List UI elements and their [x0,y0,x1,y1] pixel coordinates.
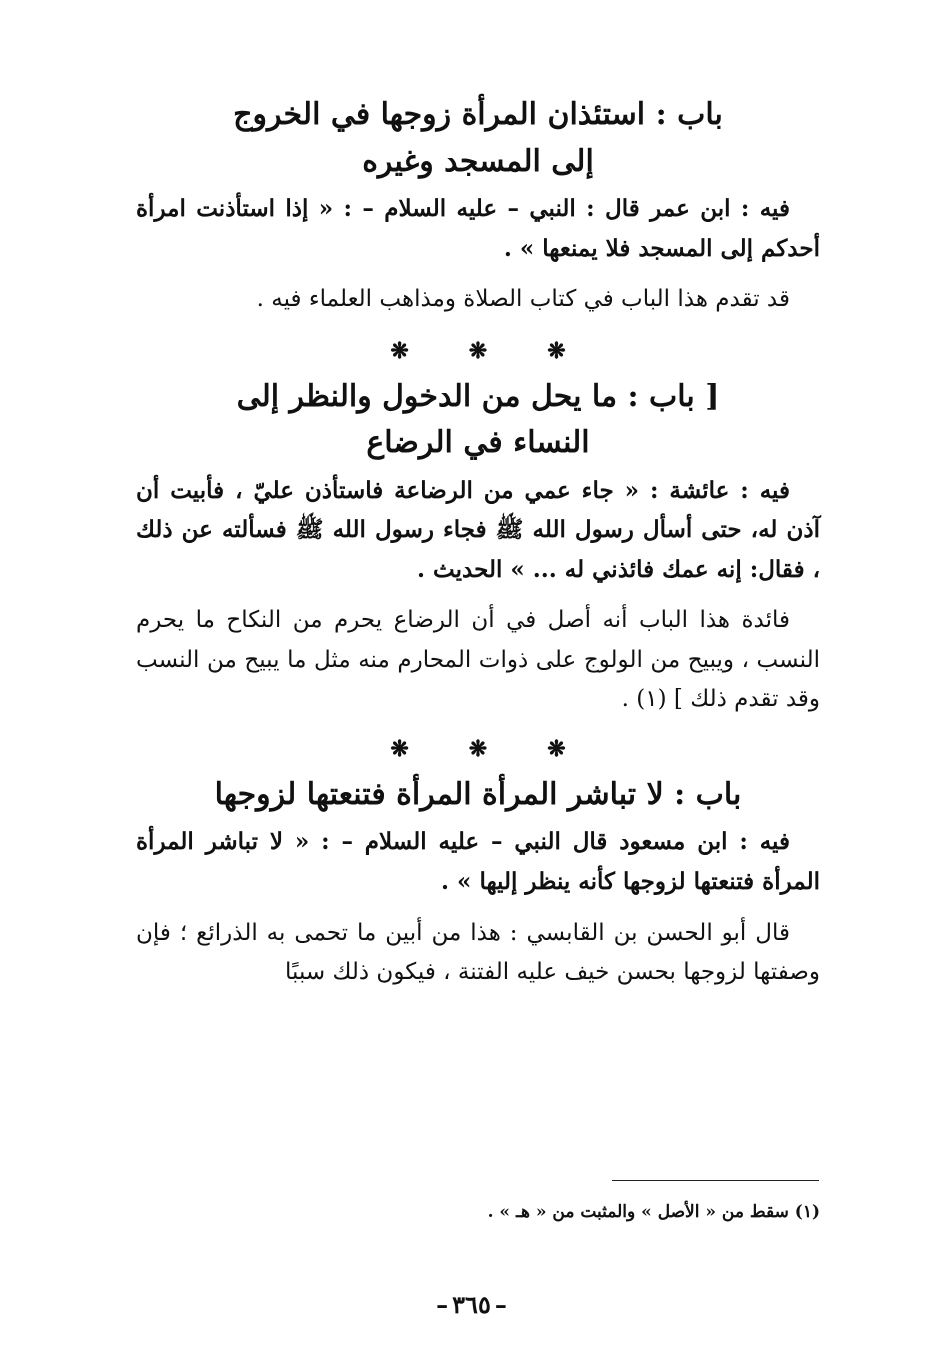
section2-title-line1: [ باب : ما يحل من الدخول والنظر إلى [236,378,720,414]
page-number-value: ٣٦٥ [452,1290,491,1319]
footnote: (١) سقط من « الأصل » والمثبت من « هـ » . [487,1202,820,1222]
page-number-dash: – [436,1290,449,1319]
page-number [0,1290,943,1319]
star-ornament-icon: ❋ [390,735,409,762]
section3-title: باب : لا تباشر المرأة المرأة فتنعتها لزوجها [214,776,742,812]
footnote-divider [612,1180,819,1181]
star-ornament-icon: ❋ [547,337,566,364]
text-column [136,0,820,993]
page-number-dash: – [494,1290,507,1319]
section3-hadith: فيه : ابن مسعود قال النبي – عليه السلام – : « لا تباشر المرأة المرأة فتنعتها لزوجها كأنه ينظر إليها » . [136,828,820,895]
section1-hadith: فيه : ابن عمر قال : النبي – عليه السلام – : « إذا استأذنت امرأة أحدكم إلى المسجد فلا يمنعها » . [136,195,820,262]
section2-comment: فائدة هذا الباب أنه أصل في أن الرضاع يحرم من النكاح ما يحرم النسب ، ويبيح من الولوج على ذوات المحارم منه مثل ما يبيح من النسب وقد تقدم ذلك ] (١) . [136,607,820,713]
section3-comment: قال أبو الحسن بن القابسي : هذا من أبين ما تحمى به الذرائع ؛ فإن وصفتها لزوجها بحسن خيف عليه الفتنة ، فيكون ذلك سببًا [136,919,820,986]
section2-title-line2: النساء في الرضاع [366,425,590,461]
section2-hadith: فيه : عائشة : « جاء عمي من الرضاعة فاستأذن عليّ ، فأبيت أن آذن له، حتى أسأل رسول الله ﷺ فجاء رسول الله ﷺ فسألته عن ذلك ، فقال: إنه عمك فائذني له ... » الحديث . [136,476,820,583]
section1-title-line2: إلى المسجد وغيره [362,143,594,179]
star-ornament-icon: ❋ [547,735,566,762]
separator [136,736,820,762]
star-ornament-icon: ❋ [468,337,488,364]
star-ornament-icon: ❋ [468,735,488,762]
section1-comment: قد تقدم هذا الباب في كتاب الصلاة ومذاهب العلماء فيه . [256,286,790,313]
separator [136,338,820,364]
star-ornament-icon: ❋ [390,337,409,364]
section1-title-line1: باب : استئذان المرأة زوجها في الخروج [233,97,723,132]
